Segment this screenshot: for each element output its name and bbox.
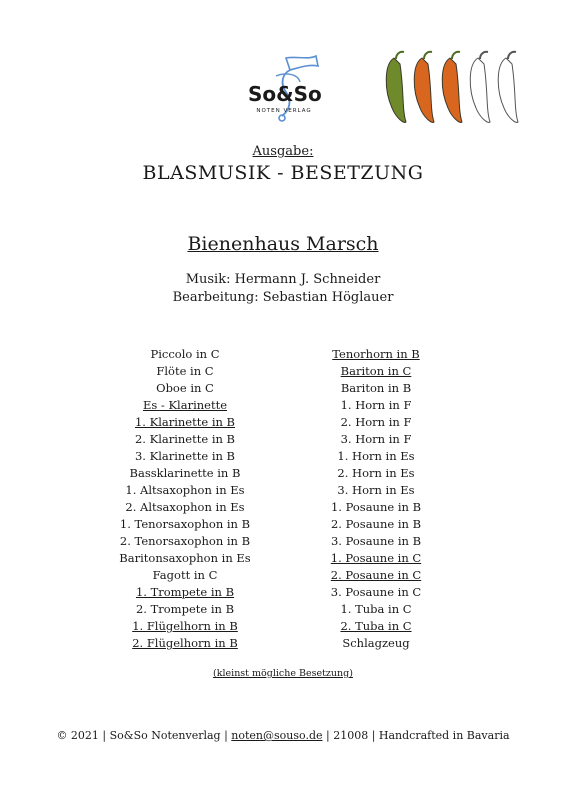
instrument-part: Bassklarinette in B bbox=[129, 466, 241, 480]
chili-filled-icon bbox=[414, 52, 434, 123]
edition-title: BLASMUSIK - BESETZUNG bbox=[142, 162, 424, 184]
logo-subtitle: NOTEN VERLAG bbox=[256, 108, 312, 114]
minimal-instrumentation-note: (kleinst mögliche Besetzung) bbox=[213, 668, 353, 679]
instrument-part: Baritonsaxophon in Es bbox=[119, 551, 251, 565]
footer-info: | 21008 | Handcrafted in Bavaria bbox=[322, 729, 510, 742]
instrument-part: Fagott in C bbox=[152, 568, 218, 582]
edition-label: Ausgabe: bbox=[252, 144, 314, 159]
instrumentation-left-column bbox=[85, 346, 285, 652]
logo-text: So&So bbox=[248, 82, 322, 106]
piece-title: Bienenhaus Marsch bbox=[187, 233, 379, 255]
instrument-part: 2. Tuba in C bbox=[340, 619, 412, 633]
instrument-part: 1. Klarinette in B bbox=[134, 415, 236, 429]
instrument-part: 1. Flügelhorn in B bbox=[132, 619, 238, 633]
instrument-part: 1. Posaune in C bbox=[330, 551, 422, 565]
instrument-part: 1. Tuba in C bbox=[340, 602, 412, 616]
instrument-part: Piccolo in C bbox=[150, 347, 220, 361]
instrument-part: 2. Horn in F bbox=[340, 415, 412, 429]
instrument-part: 1. Posaune in B bbox=[330, 500, 422, 514]
instrument-part: 3. Klarinette in B bbox=[134, 449, 236, 463]
chili-empty-icon bbox=[470, 52, 490, 123]
instrument-part: Flöte in C bbox=[156, 364, 214, 378]
instrument-part: Tenorhorn in B bbox=[332, 347, 420, 361]
chili-filled-icon bbox=[442, 52, 462, 123]
arranger: Bearbeitung: Sebastian Höglauer bbox=[172, 290, 394, 305]
instrument-part: 3. Horn in F bbox=[340, 432, 412, 446]
instrument-part: 2. Altsaxophon in Es bbox=[125, 500, 245, 514]
instrument-part: Schlagzeug bbox=[342, 636, 410, 650]
footer-copyright: © 2021 | So&So Notenverlag | bbox=[56, 729, 232, 742]
composer: Musik: Hermann J. Schneider bbox=[185, 272, 381, 287]
instrument-part: 1. Trompete in B bbox=[135, 585, 235, 599]
chili-peppers-icon bbox=[378, 48, 528, 126]
instrument-part: 1. Horn in F bbox=[340, 398, 412, 412]
credits bbox=[0, 271, 566, 307]
instrumentation-right-column bbox=[276, 346, 476, 652]
instrument-part: 2. Tenorsaxophon in B bbox=[119, 534, 251, 548]
instrument-part: 2. Posaune in B bbox=[330, 517, 422, 531]
footer-email-link[interactable]: noten@souso.de bbox=[231, 729, 323, 742]
footer bbox=[0, 729, 566, 742]
chili-filled-icon bbox=[386, 52, 406, 123]
instrument-part: 2. Trompete in B bbox=[135, 602, 235, 616]
instrument-part: 1. Altsaxophon in Es bbox=[125, 483, 245, 497]
instrument-part: 3. Posaune in B bbox=[330, 534, 422, 548]
chili-empty-icon bbox=[498, 52, 518, 123]
instrument-part: Bariton in B bbox=[340, 381, 412, 395]
instrument-part: 2. Klarinette in B bbox=[134, 432, 236, 446]
instrument-part: 2. Posaune in C bbox=[330, 568, 422, 582]
instrument-part: Bariton in C bbox=[340, 364, 412, 378]
instrument-part: 1. Horn in Es bbox=[337, 449, 415, 463]
instrument-part: 2. Flügelhorn in B bbox=[132, 636, 238, 650]
instrument-part: 3. Horn in Es bbox=[337, 483, 415, 497]
instrument-part: Es - Klarinette bbox=[142, 398, 228, 412]
instrument-part: 3. Posaune in C bbox=[330, 585, 422, 599]
publisher-logo bbox=[246, 52, 322, 124]
instrument-part: 2. Horn in Es bbox=[337, 466, 415, 480]
instrument-part: 1. Tenorsaxophon in B bbox=[119, 517, 251, 531]
instrument-part: Oboe in C bbox=[156, 381, 214, 395]
difficulty-rating bbox=[378, 48, 528, 126]
